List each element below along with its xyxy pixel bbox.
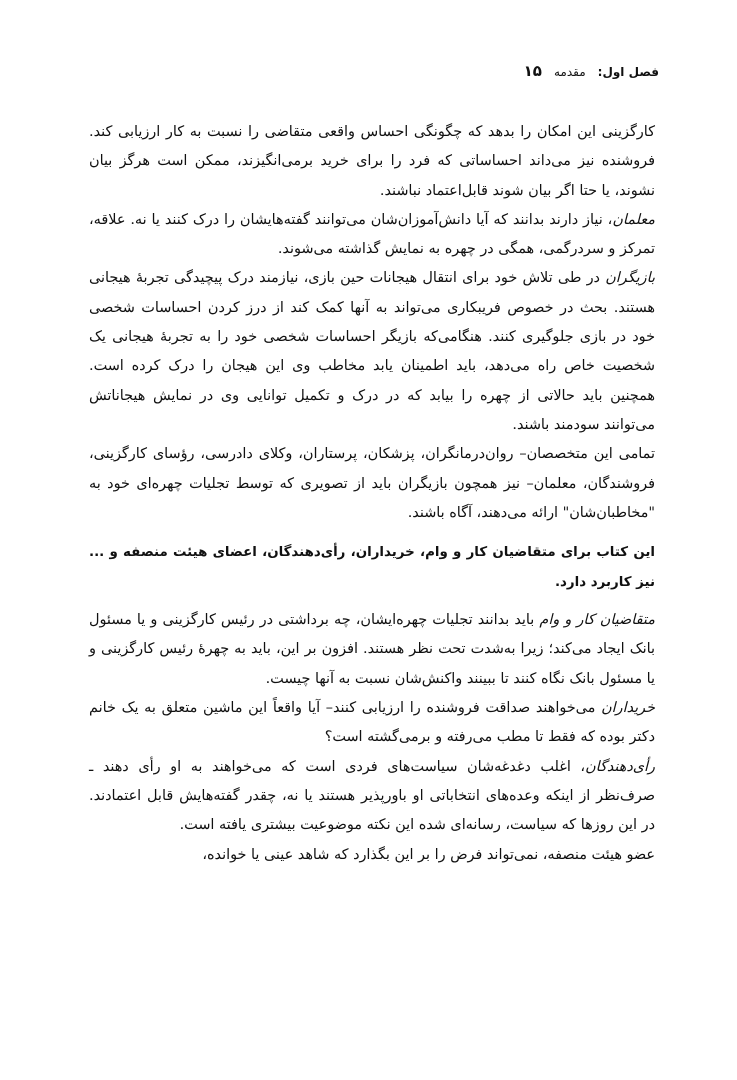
paragraph-text: باید بدانند تجلیات چهره‌ایشان، چه برداشتی در رئیس کارگزینی و یا مسئول بانک ایجاد می‌کند؛ زیرا به‌شدت تحت نظر هستند. افزون بر این، باید به چهرهٔ رئیس کارگزینی و یا مسئول بانک نگاه کنند تا ببینند واکنش‌شان نسبت به آنها چیست.	[89, 612, 655, 687]
paragraph-text: ، اغلب دغدغه‌شان سیاست‌های فردی است که می‌خواهند به او رأی دهند ـ صرف‌نظر از اینکه وعده‌های انتخاباتی او باورپذیر هستند یا نه، چقدر گفته‌هایش قابل اعتمادند. در این روزها که سیاست، رسانه‌ای شده این نکته موضوعیت بیشتری یافته است.	[89, 758, 655, 834]
paragraph-lead: بازیگران	[605, 270, 655, 287]
paragraph	[89, 264, 655, 440]
paragraph-text: در طی تلاش خود برای انتقال هیجانات حین بازی، نیازمند درک پیچیدگی تجربهٔ هیجانی هستند. بحث در خصوص فریبکاری می‌تواند به آنها کمک کند از درز کردن احساسات شخصی خود در بازی جلوگیری کنند. هنگامی‌که بازیگر احساسات شخصی خود را به تجربهٔ هیجانی یک شخصیت خاص راه می‌دهد، باید اطمینان یابد مخاطب وی این هیجان را درک کرده است. همچنین باید حالاتی از چهره را بیابد که در درک و تکمیل توانایی وی در نمایش هیجاناتش می‌توانند سودمند باشند.	[89, 270, 655, 433]
paragraph	[89, 694, 655, 753]
paragraph	[89, 118, 655, 206]
paragraph-text: کارگزینی این امکان را بدهد که چگونگی احساس واقعی متقاضی را نسبت به کار ارزیابی کند. فروشنده نیز می‌داند احساساتی که فرد را برای خرید برمی‌انگیزند، ممکن است هرگز بیان نشوند، یا حتا اگر بیان شوند قابل‌اعتماد نباشند.	[89, 124, 655, 199]
section-label: مقدمه	[553, 65, 586, 79]
page-number: ۱۵	[523, 62, 542, 80]
chapter-label: فصل اول:	[597, 65, 659, 79]
paragraph-text: تمامی این متخصصان– روان‌درمانگران، پزشکان، پرستاران، وکلای دادرسی، رؤسای کارگزینی، فروشندگان، معلمان– نیز همچون بازیگران باید از تصویری که توسط تجلیات چهره‌ای خود به "مخاطبان‌شان" ارائه می‌دهند، آگاه باشند.	[89, 446, 655, 521]
paragraph-lead: رأی‌دهندگان	[585, 758, 655, 775]
paragraph	[89, 606, 655, 694]
paragraph-text: ، نیاز دارند بدانند که آیا دانش‌آموزان‌شان می‌توانند گفته‌هایشان را درک کنند یا نه. علاقه، تمرکز و سردرگمی، همگی در چهره به نمایش گذاشته می‌شوند.	[89, 211, 655, 258]
paragraph-lead: متقاضیان کار و وام	[539, 612, 655, 629]
paragraph-text: عضو هیئت منصفه، نمی‌تواند فرض را بر این بگذارد که شاهد عینی یا خوانده،	[202, 846, 655, 863]
paragraph	[89, 753, 655, 841]
paragraph	[89, 206, 655, 265]
paragraph	[89, 440, 655, 528]
paragraph-text: می‌خواهند صداقت فروشنده را ارزیابی کنند– آیا واقعاً این ماشین متعلق به یک خانم دکتر بوده که فقط تا مطب می‌رفته و برمی‌گشته است؟	[89, 700, 655, 746]
running-header	[79, 62, 659, 80]
paragraph	[89, 841, 655, 870]
bold-callout: این کتاب برای متقاضیان کار و وام، خریداران، رأی‌دهندگان، اعضای هیئت منصفه و ... نیز کاربرد دارد.	[89, 545, 655, 591]
paragraph-lead: معلمان	[612, 211, 655, 228]
paragraph-lead: خریداران	[601, 700, 655, 717]
body-text	[89, 118, 655, 870]
